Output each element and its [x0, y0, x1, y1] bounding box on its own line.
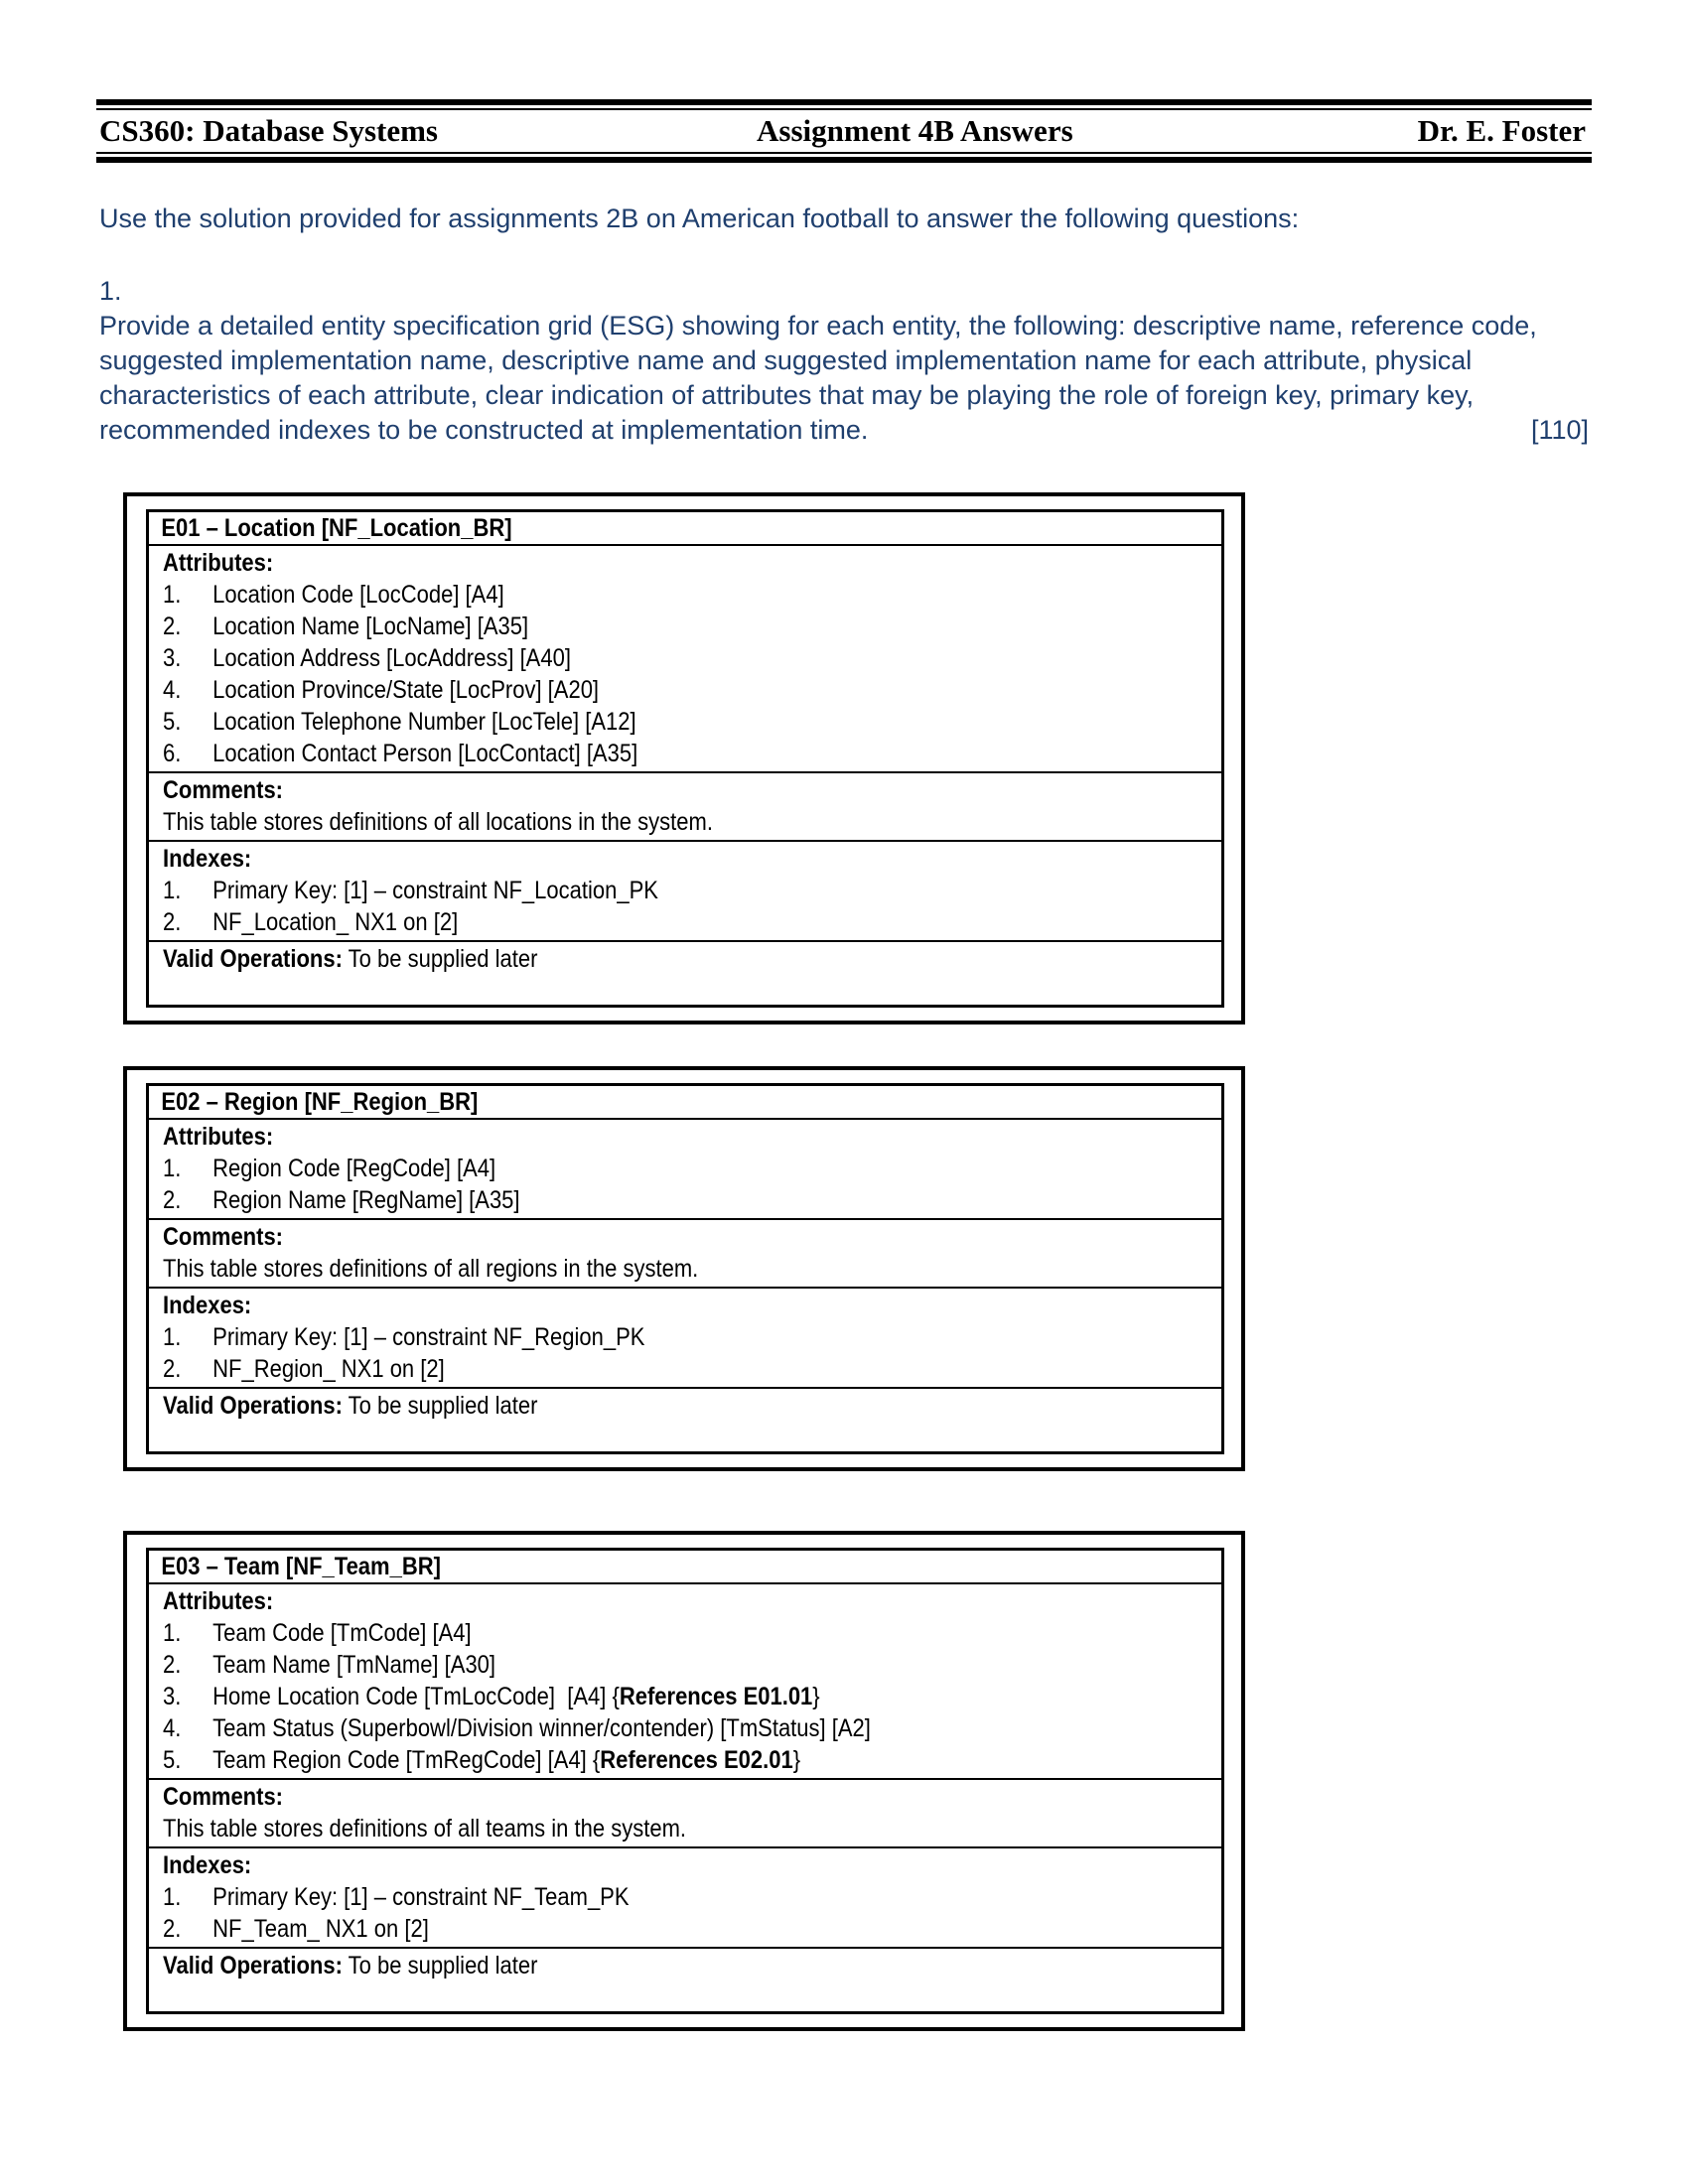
header-rule-bottom	[96, 157, 1592, 163]
valid-operations-line	[163, 943, 1082, 975]
attribute-item: 5. Location Telephone Number [LocTele] [A12]	[163, 708, 636, 736]
indexes-section	[149, 1287, 1221, 1387]
instruction-text: Use the solution provided for assignments 2B on American football to answer the following questions:	[99, 204, 1300, 233]
index-item: 2. NF_Team_ NX1 on [2]	[163, 1915, 429, 1943]
header-rule-bottom-thin	[96, 152, 1592, 154]
question-body-text: Provide a detailed entity specification grid (ESG) showing for each entity, the following: descriptive name, reference code, suggested implementation name, descriptive name and suggested implementation name for each attribute, physical characteristics of each attribute, clear indication of attributes that may be playing the role of foreign key, primary key, recommended indexes to be constructed at implementation time.	[99, 311, 1537, 445]
esg-inner	[146, 1548, 1224, 2014]
esg-title-row	[149, 1551, 1221, 1582]
entity-title: E03 – Team [NF_Team_BR]	[161, 1553, 441, 1580]
author-name: Dr. E. Foster	[1417, 113, 1586, 148]
question-text	[99, 309, 1589, 448]
comments-label: Comments:	[163, 776, 284, 804]
valid-operations-section	[149, 1947, 1221, 2011]
valid-operations-section	[149, 940, 1221, 1005]
valid-operations-label: Valid Operations:	[163, 1392, 343, 1420]
index-item: 1. Primary Key: [1] – constraint NF_Location_PK	[163, 877, 658, 904]
index-item: 1. Primary Key: [1] – constraint NF_Region_PK	[163, 1323, 645, 1351]
assignment-title: Assignment 4B Answers	[757, 113, 1073, 148]
valid-operations-line	[163, 1950, 1082, 1981]
comment-text: This table stores definitions of all teams in the system.	[163, 1815, 687, 1843]
attribute-item: 4. Location Province/State [LocProv] [A20]	[163, 676, 600, 704]
esg-team	[123, 1531, 1245, 2031]
index-item: 2. NF_Location_ NX1 on [2]	[163, 908, 459, 936]
comment-text: This table stores definitions of all regions in the system.	[163, 1255, 699, 1283]
esg-inner	[146, 1083, 1224, 1454]
esg-location	[123, 492, 1245, 1024]
attribute-item: 5. Team Region Code [TmRegCode] [A4] { References E02.01 }	[163, 1746, 801, 1774]
attributes-section	[149, 1582, 1221, 1778]
attribute-item: 1. Location Code [LocCode] [A4]	[163, 581, 504, 609]
attribute-item: 3. Home Location Code [TmLocCode] [A4] { References E01.01 }	[163, 1683, 820, 1710]
comments-label: Comments:	[163, 1223, 284, 1251]
attributes-label: Attributes:	[163, 1123, 274, 1151]
esg-title-row	[149, 1086, 1221, 1118]
indexes-section	[149, 1846, 1221, 1947]
esg-inner	[146, 509, 1224, 1008]
valid-operations-value: To be supplied later	[348, 945, 538, 973]
attribute-item: 1. Team Code [TmCode] [A4]	[163, 1619, 472, 1647]
comment-text: This table stores definitions of all locations in the system.	[163, 808, 713, 836]
attribute-item: 6. Location Contact Person [LocContact] [A35]	[163, 740, 638, 767]
header-rule-top-thin	[96, 108, 1592, 110]
attribute-item: 4. Team Status (Superbowl/Division winner/contender) [TmStatus] [A2]	[163, 1714, 871, 1742]
question-marks: [110]	[1530, 415, 1589, 445]
comments-section	[149, 1778, 1221, 1846]
attributes-section	[149, 544, 1221, 771]
course-title: CS360: Database Systems	[99, 113, 438, 148]
valid-operations-section	[149, 1387, 1221, 1451]
attribute-item: 3. Location Address [LocAddress] [A40]	[163, 644, 571, 672]
entity-title: E01 – Location [NF_Location_BR]	[161, 514, 512, 542]
attribute-item: 2. Location Name [LocName] [A35]	[163, 613, 529, 640]
valid-operations-label: Valid Operations:	[163, 1952, 343, 1979]
indexes-label: Indexes:	[163, 845, 252, 873]
attributes-label: Attributes:	[163, 549, 274, 577]
header-rule-top	[96, 99, 1592, 105]
question-number: 1.	[99, 276, 122, 306]
index-item: 2. NF_Region_ NX1 on [2]	[163, 1355, 445, 1383]
valid-operations-value: To be supplied later	[348, 1952, 538, 1979]
attribute-item: 2. Team Name [TmName] [A30]	[163, 1651, 496, 1679]
indexes-label: Indexes:	[163, 1851, 252, 1879]
valid-operations-line	[163, 1390, 1082, 1422]
foreign-key-reference: References E01.01	[619, 1683, 813, 1710]
attribute-item: 2. Region Name [RegName] [A35]	[163, 1186, 520, 1214]
entity-title: E02 – Region [NF_Region_BR]	[161, 1088, 479, 1116]
attributes-section	[149, 1118, 1221, 1218]
valid-operations-label: Valid Operations:	[163, 945, 343, 973]
indexes-label: Indexes:	[163, 1292, 252, 1319]
index-item: 1. Primary Key: [1] – constraint NF_Team_PK	[163, 1883, 630, 1911]
comments-section	[149, 1218, 1221, 1287]
comments-section	[149, 771, 1221, 840]
comments-label: Comments:	[163, 1783, 284, 1811]
esg-title-row	[149, 512, 1221, 544]
indexes-section	[149, 840, 1221, 940]
valid-operations-value: To be supplied later	[348, 1392, 538, 1420]
esg-region	[123, 1066, 1245, 1471]
foreign-key-reference: References E02.01	[600, 1746, 793, 1774]
attribute-item: 1. Region Code [RegCode] [A4]	[163, 1155, 496, 1182]
attributes-label: Attributes:	[163, 1587, 274, 1615]
